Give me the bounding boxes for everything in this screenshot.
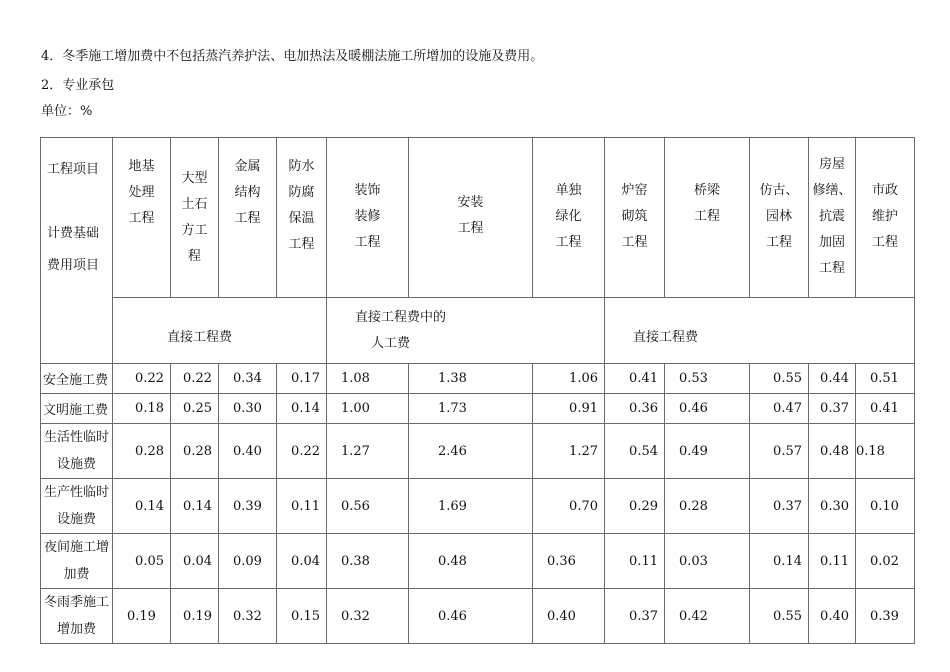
cell-value: 0.28 — [113, 424, 171, 479]
cell-value: 0.10 — [856, 479, 915, 534]
cell-value: 0.48 — [409, 534, 533, 589]
table-row — [41, 534, 915, 589]
header-antique-garden: 仿古、 园林 工程 — [750, 138, 809, 298]
row-label-production-temporary: 生产性临时 设施费 — [41, 479, 113, 534]
cell-value: 0.28 — [665, 479, 750, 534]
header-row-basis — [41, 298, 915, 364]
header-bridge: 桥梁 工程 — [665, 138, 750, 298]
cell-value: 0.18 — [856, 424, 915, 479]
cell-value: 0.11 — [277, 479, 327, 534]
cell-value: 0.15 — [277, 589, 327, 644]
cell-value: 0.37 — [605, 589, 665, 644]
row-label-civilized: 文明施工费 — [41, 394, 113, 424]
cell-value: 0.28 — [171, 424, 219, 479]
cell-value: 0.14 — [113, 479, 171, 534]
cell-value: 0.18 — [113, 394, 171, 424]
cell-value: 0.57 — [750, 424, 809, 479]
basis-direct-cost-2: 直接工程费 — [605, 298, 915, 364]
cell-value: 0.48 — [809, 424, 856, 479]
cell-value: 0.03 — [665, 534, 750, 589]
cell-value: 1.27 — [533, 424, 605, 479]
cell-value: 0.49 — [665, 424, 750, 479]
cell-value: 0.40 — [219, 424, 277, 479]
cell-value: 0.14 — [277, 394, 327, 424]
cell-value: 0.30 — [809, 479, 856, 534]
row-label-safety: 安全施工费 — [41, 364, 113, 394]
row-label-living-temporary: 生活性临时 设施费 — [41, 424, 113, 479]
note-winter-construction: 4．冬季施工增加费中不包括蒸汽养护法、电加热法及暖棚法施工所增加的设施及费用。 — [41, 49, 544, 64]
cell-value: 0.04 — [277, 534, 327, 589]
cell-value: 0.32 — [327, 589, 409, 644]
table-row — [41, 589, 915, 644]
fee-rate-table — [40, 137, 915, 644]
cell-value: 0.38 — [327, 534, 409, 589]
cell-value: 0.39 — [219, 479, 277, 534]
header-waterproofing: 防水 防腐 保温 工程 — [277, 138, 327, 298]
cell-value: 0.36 — [533, 534, 605, 589]
cell-value: 1.00 — [327, 394, 409, 424]
cell-value: 0.02 — [856, 534, 915, 589]
row-label-night-construction: 夜间施工增 加费 — [41, 534, 113, 589]
cell-value: 0.46 — [409, 589, 533, 644]
cell-value: 0.53 — [665, 364, 750, 394]
cell-value: 0.40 — [809, 589, 856, 644]
cell-value: 0.22 — [171, 364, 219, 394]
cell-value: 0.22 — [277, 424, 327, 479]
header-installation: 安装 工程 — [409, 138, 533, 298]
cell-value: 0.37 — [809, 394, 856, 424]
table-row — [41, 394, 915, 424]
cell-value: 0.09 — [219, 534, 277, 589]
header-greening: 单独 绿化 工程 — [533, 138, 605, 298]
cell-value: 0.25 — [171, 394, 219, 424]
cell-value: 0.17 — [277, 364, 327, 394]
cell-value: 0.14 — [750, 534, 809, 589]
cell-value: 1.06 — [533, 364, 605, 394]
cell-value: 2.46 — [409, 424, 533, 479]
corner-label-basis: 计费基础 — [47, 226, 100, 241]
header-decoration: 装饰 装修 工程 — [327, 138, 409, 298]
cell-value: 0.22 — [113, 364, 171, 394]
corner-label-fee-item: 费用项目 — [47, 258, 100, 273]
cell-value: 1.27 — [327, 424, 409, 479]
cell-value: 0.47 — [750, 394, 809, 424]
cell-value: 0.29 — [605, 479, 665, 534]
header-house-repair: 房屋 修缮、 抗震 加固 工程 — [809, 138, 856, 298]
corner-label-project: 工程项目 — [47, 162, 100, 177]
cell-value: 0.70 — [533, 479, 605, 534]
cell-value: 0.14 — [171, 479, 219, 534]
cell-value: 0.36 — [605, 394, 665, 424]
cell-value: 0.39 — [856, 589, 915, 644]
cell-value: 0.41 — [605, 364, 665, 394]
cell-value: 1.38 — [409, 364, 533, 394]
table-corner-header — [41, 138, 113, 364]
header-metal-structure: 金属 结构 工程 — [219, 138, 277, 298]
basis-labor-cost: 直接工程费中的 人工费 — [327, 298, 605, 364]
cell-value: 0.51 — [856, 364, 915, 394]
header-earthwork: 大型 土石 方工 程 — [171, 138, 219, 298]
cell-value: 0.30 — [219, 394, 277, 424]
cell-value: 0.05 — [113, 534, 171, 589]
header-row-project-types — [41, 138, 915, 298]
cell-value: 1.69 — [409, 479, 533, 534]
row-label-winter-rainy: 冬雨季施工 增加费 — [41, 589, 113, 644]
cell-value: 0.55 — [750, 589, 809, 644]
cell-value: 0.41 — [856, 394, 915, 424]
cell-value: 0.56 — [327, 479, 409, 534]
cell-value: 0.91 — [533, 394, 605, 424]
cell-value: 0.19 — [171, 589, 219, 644]
table-row — [41, 479, 915, 534]
table-row — [41, 424, 915, 479]
cell-value: 0.37 — [750, 479, 809, 534]
cell-value: 0.40 — [533, 589, 605, 644]
cell-value: 0.55 — [750, 364, 809, 394]
cell-value: 0.11 — [605, 534, 665, 589]
cell-value: 0.32 — [219, 589, 277, 644]
cell-value: 1.73 — [409, 394, 533, 424]
cell-value: 0.44 — [809, 364, 856, 394]
cell-value: 0.19 — [113, 589, 171, 644]
cell-value: 0.34 — [219, 364, 277, 394]
cell-value: 0.04 — [171, 534, 219, 589]
cell-value: 0.54 — [605, 424, 665, 479]
cell-value: 0.42 — [665, 589, 750, 644]
cell-value: 0.11 — [809, 534, 856, 589]
cell-value: 1.08 — [327, 364, 409, 394]
table-row — [41, 364, 915, 394]
cell-value: 0.46 — [665, 394, 750, 424]
header-municipal-maintenance: 市政 维护 工程 — [856, 138, 915, 298]
unit-label: 单位：% — [41, 104, 93, 119]
header-kiln-masonry: 炉窑 砌筑 工程 — [605, 138, 665, 298]
basis-direct-cost-1: 直接工程费 — [113, 298, 327, 364]
section-title-specialized-contracting: 2．专业承包 — [41, 78, 115, 93]
header-foundation-treatment: 地基 处理 工程 — [113, 138, 171, 298]
